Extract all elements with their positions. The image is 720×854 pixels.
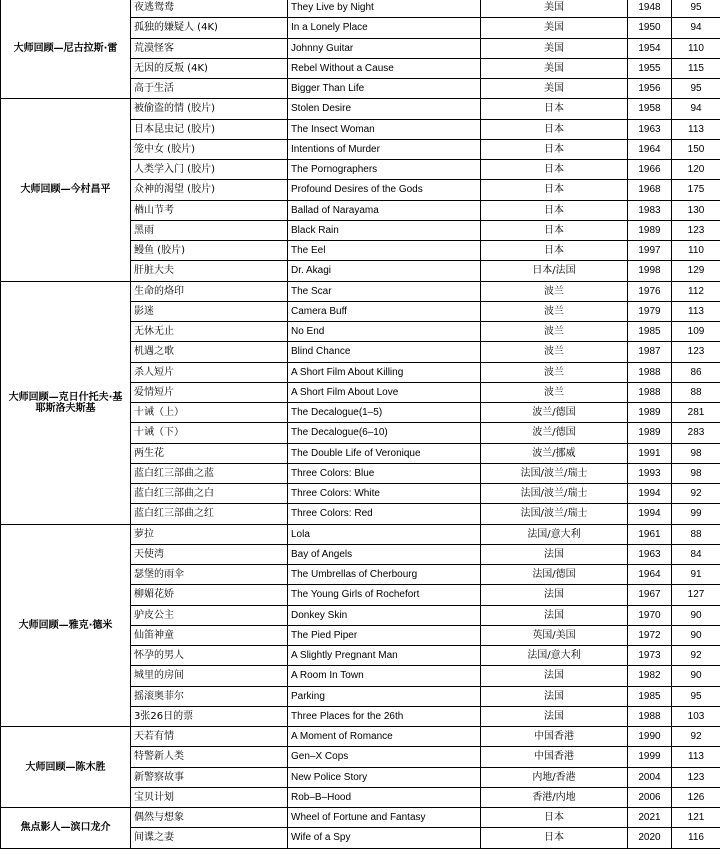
film-runtime: 94 xyxy=(672,99,720,119)
table-row xyxy=(1,524,720,544)
film-country: 日本 xyxy=(481,160,628,180)
film-chinese-title: 3张26日的票 xyxy=(131,706,288,726)
film-year: 2006 xyxy=(628,787,672,807)
film-chinese-title: 机遇之歌 xyxy=(131,342,288,362)
film-year: 1958 xyxy=(628,99,672,119)
film-year: 1967 xyxy=(628,585,672,605)
film-country: 中国香港 xyxy=(481,727,628,747)
film-country: 日本 xyxy=(481,200,628,220)
film-chinese-title: 天若有情 xyxy=(131,727,288,747)
film-english-title: No End xyxy=(288,322,481,342)
film-english-title: The Insect Woman xyxy=(288,119,481,139)
film-runtime: 95 xyxy=(672,79,720,99)
film-country: 香港/内地 xyxy=(481,787,628,807)
film-country: 法国/意大利 xyxy=(481,524,628,544)
film-english-title: Profound Desires of the Gods xyxy=(288,180,481,200)
film-english-title: A Slightly Pregnant Man xyxy=(288,646,481,666)
film-english-title: Dr. Akagi xyxy=(288,261,481,281)
film-country: 波兰/德国 xyxy=(481,403,628,423)
film-chinese-title: 瑟堡的雨伞 xyxy=(131,565,288,585)
film-year: 1994 xyxy=(628,484,672,504)
film-runtime: 110 xyxy=(672,241,720,261)
film-runtime: 129 xyxy=(672,261,720,281)
film-english-title: The Scar xyxy=(288,281,481,301)
film-english-title: The Decalogue(1–5) xyxy=(288,403,481,423)
film-country: 法国/波兰/瑞士 xyxy=(481,463,628,483)
film-chinese-title: 影迷 xyxy=(131,301,288,321)
film-runtime: 95 xyxy=(672,686,720,706)
film-chinese-title: 蓝白红三部曲之蓝 xyxy=(131,463,288,483)
film-country: 日本 xyxy=(481,828,628,848)
film-english-title: Rebel Without a Cause xyxy=(288,58,481,78)
film-country: 中国香港 xyxy=(481,747,628,767)
film-chinese-title: 被偷盗的情 (胶片) xyxy=(131,99,288,119)
section-title: 大师回顾—克日什托夫·基耶斯洛夫斯基 xyxy=(1,281,131,524)
film-runtime: 121 xyxy=(672,808,720,828)
film-country: 法国 xyxy=(481,544,628,564)
film-country: 波兰 xyxy=(481,281,628,301)
film-chinese-title: 杀人短片 xyxy=(131,362,288,382)
film-runtime: 120 xyxy=(672,160,720,180)
section-title: 大师回顾—雅克·德米 xyxy=(1,524,131,727)
film-english-title: Lola xyxy=(288,524,481,544)
film-chinese-title: 日本昆虫记 (胶片) xyxy=(131,119,288,139)
film-chinese-title: 特警新人类 xyxy=(131,747,288,767)
film-runtime: 113 xyxy=(672,119,720,139)
film-year: 1972 xyxy=(628,625,672,645)
film-country: 日本 xyxy=(481,808,628,828)
film-country: 法国 xyxy=(481,605,628,625)
film-country: 日本 xyxy=(481,139,628,159)
film-country: 日本 xyxy=(481,119,628,139)
film-year: 1998 xyxy=(628,261,672,281)
table-row xyxy=(1,727,720,747)
table-row xyxy=(1,808,720,828)
film-country: 日本 xyxy=(481,241,628,261)
film-chinese-title: 偶然与想象 xyxy=(131,808,288,828)
film-country: 英国/美国 xyxy=(481,625,628,645)
film-chinese-title: 生命的烙印 xyxy=(131,281,288,301)
film-chinese-title: 柳媚花娇 xyxy=(131,585,288,605)
film-english-title: The Eel xyxy=(288,241,481,261)
film-runtime: 88 xyxy=(672,524,720,544)
film-english-title: Camera Buff xyxy=(288,301,481,321)
film-english-title: Wheel of Fortune and Fantasy xyxy=(288,808,481,828)
film-english-title: The Pornographers xyxy=(288,160,481,180)
film-year: 1956 xyxy=(628,79,672,99)
film-english-title: Three Colors: Red xyxy=(288,504,481,524)
film-english-title: They Live by Night xyxy=(288,0,481,18)
film-year: 1983 xyxy=(628,200,672,220)
film-chinese-title: 摇滚奥菲尔 xyxy=(131,686,288,706)
film-runtime: 103 xyxy=(672,706,720,726)
film-chinese-title: 萝拉 xyxy=(131,524,288,544)
film-year: 1985 xyxy=(628,322,672,342)
film-english-title: The Double Life of Veronique xyxy=(288,443,481,463)
film-year: 1989 xyxy=(628,403,672,423)
table-row xyxy=(1,99,720,119)
film-country: 法国/波兰/瑞士 xyxy=(481,484,628,504)
film-english-title: A Short Film About Love xyxy=(288,382,481,402)
film-runtime: 115 xyxy=(672,58,720,78)
film-chinese-title: 爱情短片 xyxy=(131,382,288,402)
film-english-title: Wife of a Spy xyxy=(288,828,481,848)
film-runtime: 90 xyxy=(672,605,720,625)
film-country: 波兰 xyxy=(481,382,628,402)
film-year: 1988 xyxy=(628,362,672,382)
film-year: 1988 xyxy=(628,706,672,726)
film-country: 波兰/挪威 xyxy=(481,443,628,463)
film-runtime: 123 xyxy=(672,220,720,240)
film-chinese-title: 荒漠怪客 xyxy=(131,38,288,58)
film-country: 美国 xyxy=(481,38,628,58)
film-schedule-body xyxy=(1,0,720,848)
film-chinese-title: 笼中女 (胶片) xyxy=(131,139,288,159)
film-country: 波兰 xyxy=(481,322,628,342)
film-english-title: The Young Girls of Rochefort xyxy=(288,585,481,605)
film-chinese-title: 肝脏大夫 xyxy=(131,261,288,281)
film-runtime: 175 xyxy=(672,180,720,200)
film-runtime: 94 xyxy=(672,18,720,38)
film-chinese-title: 楢山节考 xyxy=(131,200,288,220)
film-country: 美国 xyxy=(481,0,628,18)
film-runtime: 112 xyxy=(672,281,720,301)
film-country: 波兰 xyxy=(481,362,628,382)
film-runtime: 150 xyxy=(672,139,720,159)
film-chinese-title: 驴皮公主 xyxy=(131,605,288,625)
table-row xyxy=(1,0,720,18)
film-year: 1950 xyxy=(628,18,672,38)
film-english-title: A Room In Town xyxy=(288,666,481,686)
film-chinese-title: 蓝白红三部曲之白 xyxy=(131,484,288,504)
film-runtime: 98 xyxy=(672,463,720,483)
film-chinese-title: 孤独的嫌疑人 (4K) xyxy=(131,18,288,38)
film-country: 法国/波兰/瑞士 xyxy=(481,504,628,524)
film-year: 1991 xyxy=(628,443,672,463)
film-english-title: Parking xyxy=(288,686,481,706)
film-country: 波兰/德国 xyxy=(481,423,628,443)
film-runtime: 109 xyxy=(672,322,720,342)
film-runtime: 99 xyxy=(672,504,720,524)
film-runtime: 84 xyxy=(672,544,720,564)
film-english-title: Three Colors: Blue xyxy=(288,463,481,483)
film-year: 1963 xyxy=(628,544,672,564)
film-chinese-title: 宝贝计划 xyxy=(131,787,288,807)
film-runtime: 92 xyxy=(672,727,720,747)
table-row xyxy=(1,281,720,301)
film-year: 1964 xyxy=(628,139,672,159)
film-country: 法国 xyxy=(481,686,628,706)
film-year: 1994 xyxy=(628,504,672,524)
film-runtime: 95 xyxy=(672,0,720,18)
film-runtime: 113 xyxy=(672,301,720,321)
film-country: 波兰 xyxy=(481,342,628,362)
film-chinese-title: 两生花 xyxy=(131,443,288,463)
film-year: 2021 xyxy=(628,808,672,828)
film-runtime: 86 xyxy=(672,362,720,382)
film-year: 1987 xyxy=(628,342,672,362)
film-year: 1989 xyxy=(628,220,672,240)
film-chinese-title: 怀孕的男人 xyxy=(131,646,288,666)
film-chinese-title: 蓝白红三部曲之红 xyxy=(131,504,288,524)
film-year: 1993 xyxy=(628,463,672,483)
film-year: 1988 xyxy=(628,382,672,402)
film-chinese-title: 众神的渴望 (胶片) xyxy=(131,180,288,200)
film-english-title: New Police Story xyxy=(288,767,481,787)
film-chinese-title: 无休无止 xyxy=(131,322,288,342)
film-runtime: 91 xyxy=(672,565,720,585)
film-english-title: Intentions of Murder xyxy=(288,139,481,159)
film-english-title: In a Lonely Place xyxy=(288,18,481,38)
film-year: 1989 xyxy=(628,423,672,443)
film-country: 法国 xyxy=(481,585,628,605)
film-english-title: Donkey Skin xyxy=(288,605,481,625)
film-country: 法国 xyxy=(481,666,628,686)
film-country: 日本/法国 xyxy=(481,261,628,281)
film-english-title: Three Colors: White xyxy=(288,484,481,504)
film-year: 1999 xyxy=(628,747,672,767)
film-year: 1961 xyxy=(628,524,672,544)
film-year: 1963 xyxy=(628,119,672,139)
film-english-title: Johnny Guitar xyxy=(288,38,481,58)
film-runtime: 127 xyxy=(672,585,720,605)
film-chinese-title: 高于生活 xyxy=(131,79,288,99)
film-year: 1955 xyxy=(628,58,672,78)
film-country: 日本 xyxy=(481,99,628,119)
film-country: 法国/德国 xyxy=(481,565,628,585)
film-country: 法国/意大利 xyxy=(481,646,628,666)
film-year: 2004 xyxy=(628,767,672,787)
film-runtime: 126 xyxy=(672,787,720,807)
section-title: 大师回顾—尼古拉斯·雷 xyxy=(1,0,131,99)
film-country: 日本 xyxy=(481,180,628,200)
film-chinese-title: 仙笛神童 xyxy=(131,625,288,645)
section-title: 大师回顾—陈木胜 xyxy=(1,727,131,808)
film-runtime: 90 xyxy=(672,625,720,645)
film-year: 1970 xyxy=(628,605,672,625)
film-country: 美国 xyxy=(481,58,628,78)
film-english-title: Bay of Angels xyxy=(288,544,481,564)
film-country: 日本 xyxy=(481,220,628,240)
film-english-title: Gen–X Cops xyxy=(288,747,481,767)
film-country: 美国 xyxy=(481,18,628,38)
section-title: 大师回顾—今村昌平 xyxy=(1,99,131,281)
film-english-title: A Moment of Romance xyxy=(288,727,481,747)
film-year: 1997 xyxy=(628,241,672,261)
film-english-title: The Decalogue(6–10) xyxy=(288,423,481,443)
film-runtime: 113 xyxy=(672,747,720,767)
film-english-title: Blind Chance xyxy=(288,342,481,362)
film-runtime: 123 xyxy=(672,342,720,362)
film-year: 2020 xyxy=(628,828,672,848)
film-runtime: 281 xyxy=(672,403,720,423)
film-year: 1976 xyxy=(628,281,672,301)
film-year: 1954 xyxy=(628,38,672,58)
film-year: 1979 xyxy=(628,301,672,321)
film-year: 1964 xyxy=(628,565,672,585)
film-chinese-title: 天使湾 xyxy=(131,544,288,564)
film-runtime: 116 xyxy=(672,828,720,848)
film-runtime: 92 xyxy=(672,646,720,666)
film-english-title: The Pied Piper xyxy=(288,625,481,645)
film-english-title: Bigger Than Life xyxy=(288,79,481,99)
film-english-title: A Short Film About Killing xyxy=(288,362,481,382)
film-chinese-title: 无因的反叛 (4K) xyxy=(131,58,288,78)
film-country: 美国 xyxy=(481,79,628,99)
film-year: 1948 xyxy=(628,0,672,18)
film-chinese-title: 十诫（下） xyxy=(131,423,288,443)
film-runtime: 90 xyxy=(672,666,720,686)
film-country: 法国 xyxy=(481,706,628,726)
film-chinese-title: 间谍之妻 xyxy=(131,828,288,848)
film-runtime: 283 xyxy=(672,423,720,443)
film-chinese-title: 黑雨 xyxy=(131,220,288,240)
film-chinese-title: 十诫（上） xyxy=(131,403,288,423)
film-year: 1966 xyxy=(628,160,672,180)
film-runtime: 110 xyxy=(672,38,720,58)
film-runtime: 92 xyxy=(672,484,720,504)
section-title: 焦点影人—滨口龙介 xyxy=(1,808,131,849)
film-english-title: Ballad of Narayama xyxy=(288,200,481,220)
film-country: 波兰 xyxy=(481,301,628,321)
film-runtime: 88 xyxy=(672,382,720,402)
film-year: 1990 xyxy=(628,727,672,747)
film-chinese-title: 夜逃鸳鸯 xyxy=(131,0,288,18)
film-runtime: 98 xyxy=(672,443,720,463)
film-chinese-title: 人类学入门 (胶片) xyxy=(131,160,288,180)
film-english-title: Stolen Desire xyxy=(288,99,481,119)
film-chinese-title: 新警察故事 xyxy=(131,767,288,787)
film-year: 1973 xyxy=(628,646,672,666)
film-runtime: 123 xyxy=(672,767,720,787)
film-chinese-title: 城里的房间 xyxy=(131,666,288,686)
film-english-title: The Umbrellas of Cherbourg xyxy=(288,565,481,585)
film-year: 1982 xyxy=(628,666,672,686)
film-chinese-title: 鳗鱼 (胶片) xyxy=(131,241,288,261)
film-english-title: Black Rain xyxy=(288,220,481,240)
film-year: 1985 xyxy=(628,686,672,706)
film-runtime: 130 xyxy=(672,200,720,220)
film-english-title: Three Places for the 26th xyxy=(288,706,481,726)
film-year: 1968 xyxy=(628,180,672,200)
film-country: 内地/香港 xyxy=(481,767,628,787)
film-english-title: Rob–B–Hood xyxy=(288,787,481,807)
